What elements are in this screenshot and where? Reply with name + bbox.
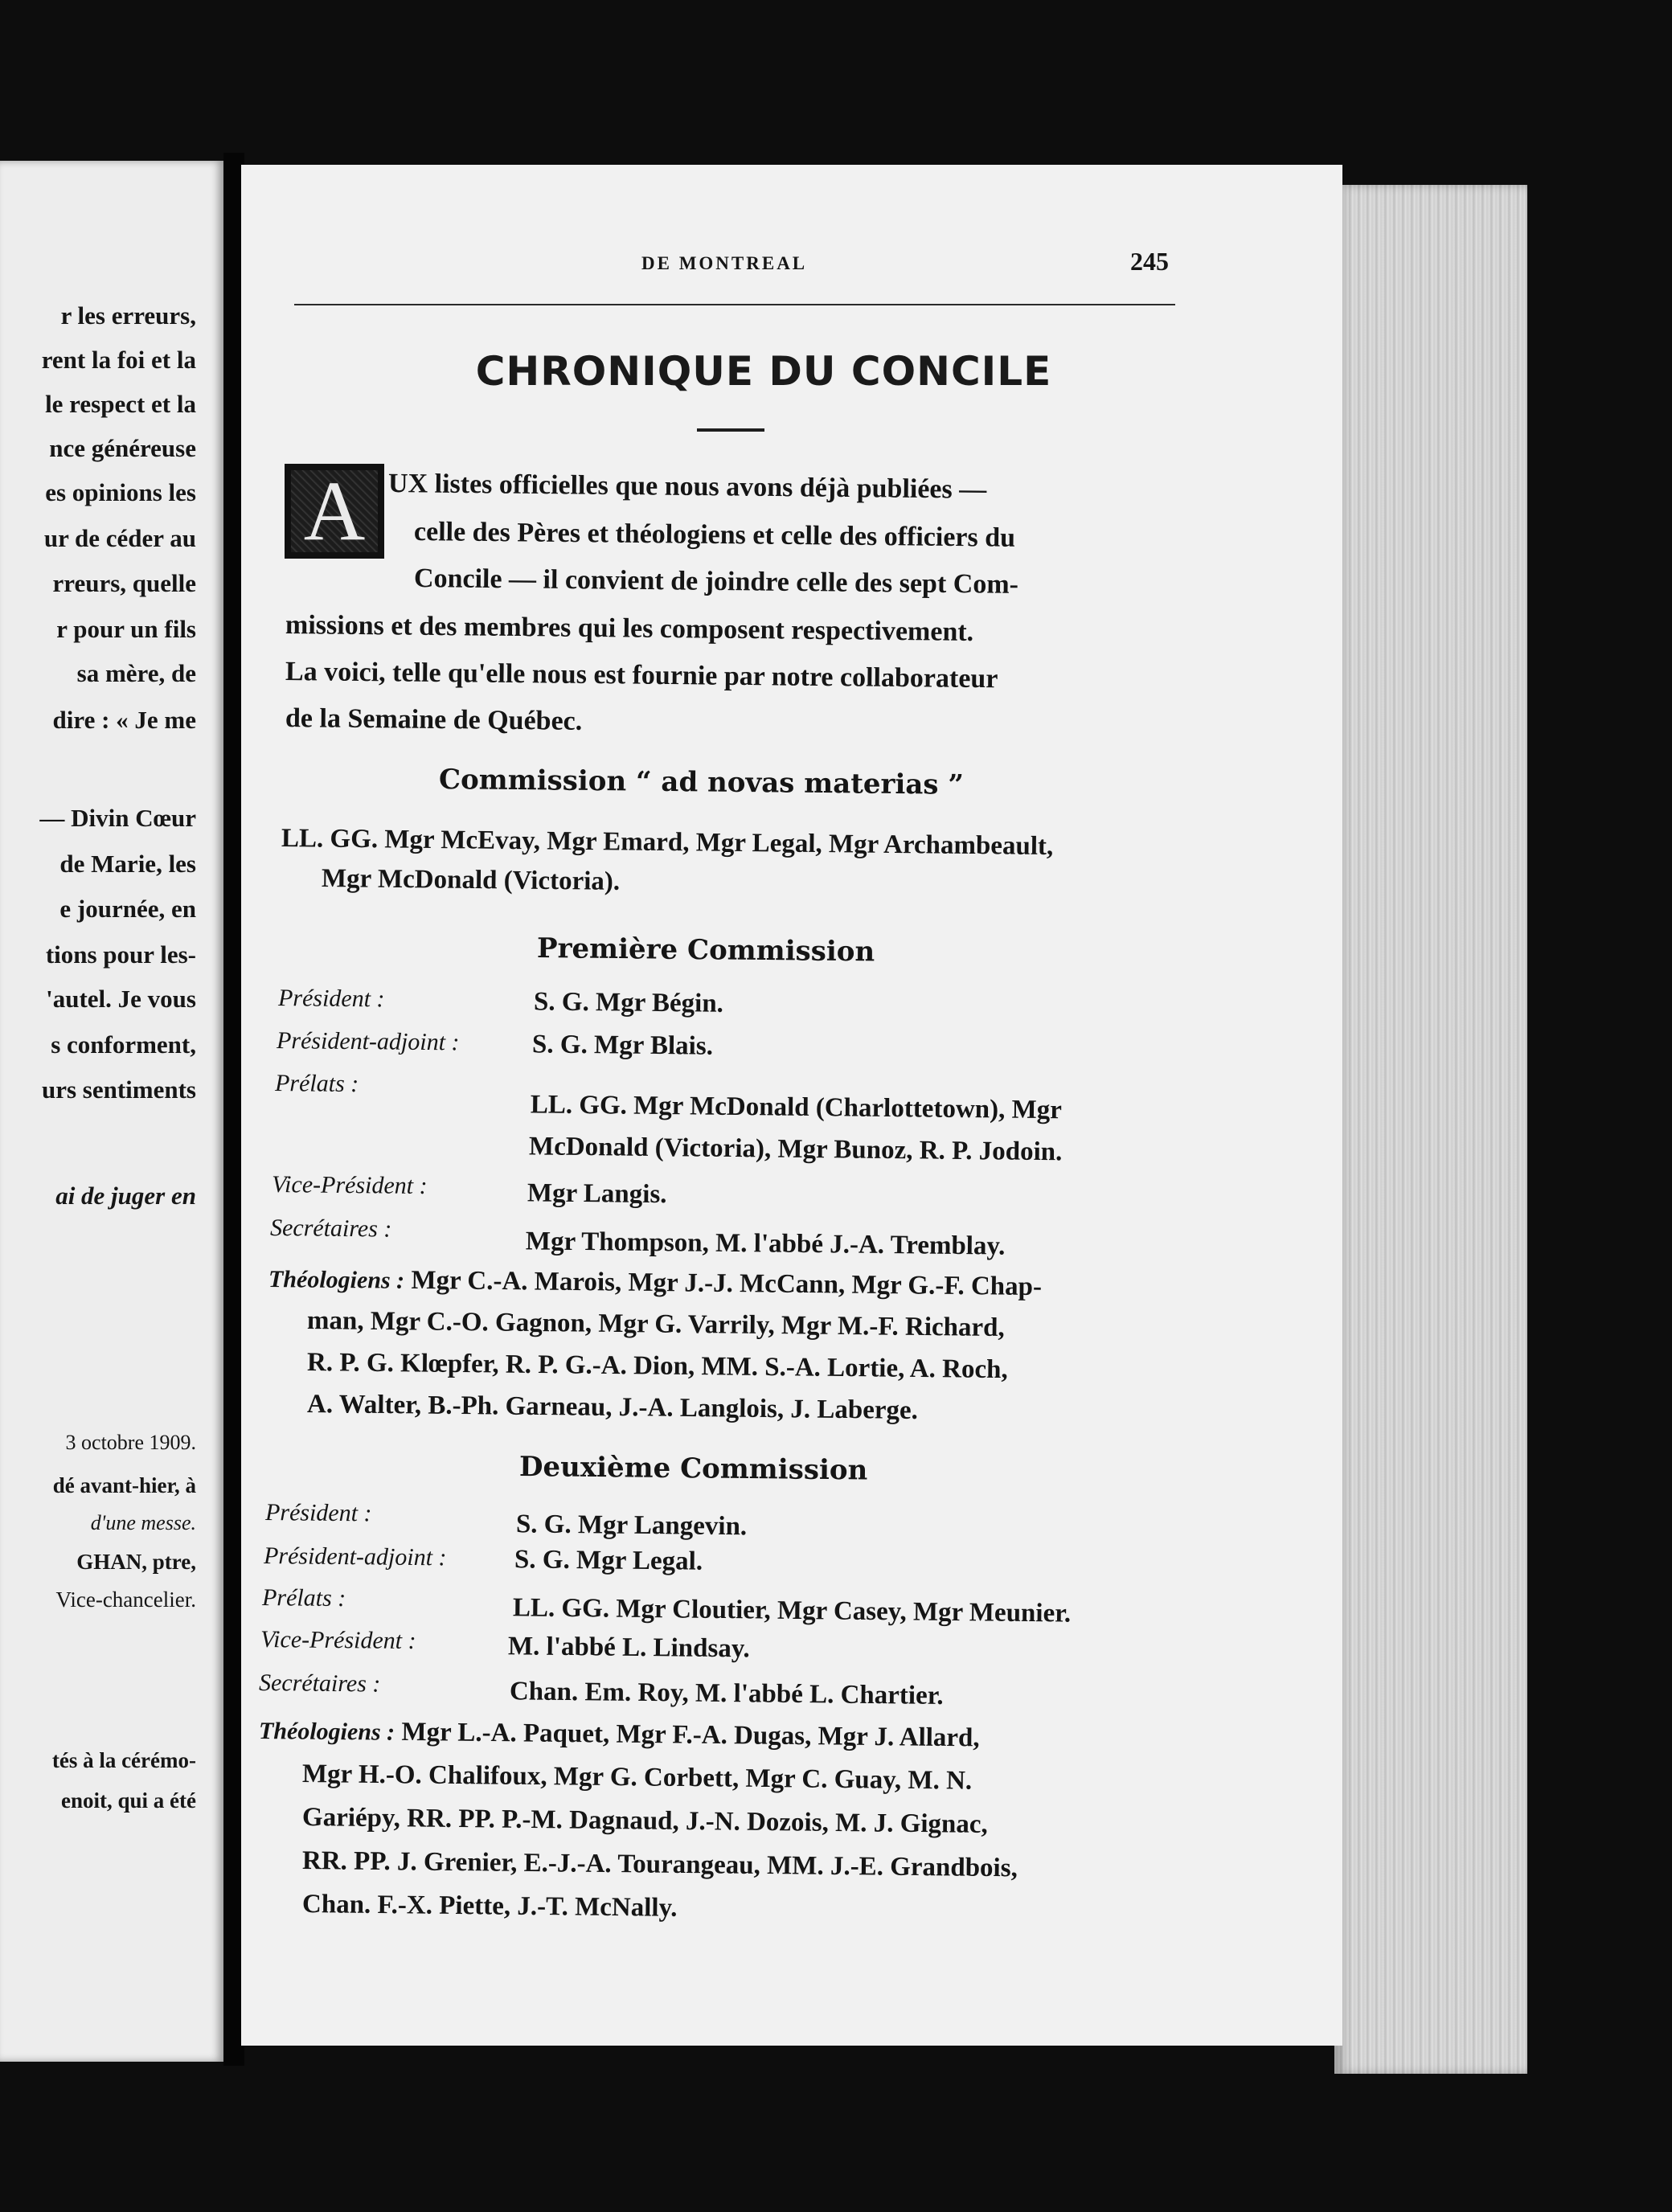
- left-page-line: d'une messe.: [90, 1511, 196, 1534]
- role-value: Mgr Langis.: [527, 1178, 667, 1210]
- intro-line: missions et des membres qui les composent respectivement.: [285, 610, 974, 647]
- role-value: Chan. Em. Roy, M. l'abbé L. Chartier.: [509, 1677, 944, 1710]
- deuxieme-prelats-row: [262, 1584, 1146, 1629]
- left-page-line: le respect et la: [45, 390, 196, 418]
- role-label: Secrétaires :: [269, 1215, 392, 1243]
- deuxieme-theologiens-line: Gariépy, RR. PP. P.-M. Dagnaud, J.-N. Dozois, M. J. Gignac,: [301, 1803, 988, 1839]
- left-page-line: sa mère, de: [76, 659, 196, 687]
- page-number: 245: [1130, 247, 1169, 276]
- premiere-prelats-cont: [273, 1129, 1174, 1174]
- role-value: Mgr L.-A. Paquet, Mgr F.-A. Dugas, Mgr J. Allard,: [401, 1717, 980, 1753]
- left-page-line: r pour un fils: [56, 615, 196, 643]
- commission-members-line: LL. GG. Mgr McEvay, Mgr Emard, Mgr Legal, Mgr Archambeault,: [281, 824, 1054, 862]
- left-page-line: tions pour les-: [45, 940, 196, 969]
- premiere-adjoint-row: [277, 1027, 1161, 1072]
- premiere-theologiens-line: R. P. G. Klœpfer, R. P. G.-A. Dion, MM. S.-A. Lortie, A. Roch,: [306, 1348, 1008, 1385]
- article-title: CHRONIQUE DU CONCILE: [475, 348, 1052, 395]
- commission-ad-novas-title: Commission “ ad novas materias ”: [438, 764, 965, 801]
- role-label: Secrétaires :: [258, 1669, 381, 1698]
- role-value: LL. GG. Mgr McDonald (Charlottetown), Mgr: [530, 1090, 1063, 1125]
- premiere-commission-title: Première Commission: [536, 932, 875, 969]
- intro-line: de la Semaine de Québec.: [285, 703, 583, 736]
- left-page-line: tés à la cérémo-: [51, 1748, 196, 1772]
- premiere-prelats-row: [274, 1070, 1175, 1125]
- left-page-line: enoit, qui a été: [61, 1788, 196, 1813]
- role-label: Président :: [264, 1499, 372, 1527]
- left-page-line: nce généreuse: [49, 434, 196, 462]
- role-value: Mgr C.-A. Marois, Mgr J.-J. McCann, Mgr G.-F. Chap-: [411, 1265, 1043, 1302]
- commission-members-line: Mgr McDonald (Victoria).: [321, 864, 621, 896]
- left-page-line: s conforment,: [51, 1030, 196, 1059]
- deuxieme-commission-title: Deuxième Commission: [518, 1451, 868, 1487]
- left-page-line: es opinions les: [45, 478, 196, 506]
- role-label: Président-adjoint :: [276, 1027, 460, 1056]
- role-label: Prélats :: [274, 1070, 359, 1098]
- left-page-line: dire : « Je me: [52, 706, 196, 734]
- left-page-line: r les erreurs,: [60, 301, 196, 330]
- deuxieme-theologiens-line: RR. PP. J. Grenier, E.-J.-A. Tourangeau, MM. J.-E. Grandbois,: [301, 1846, 1018, 1883]
- left-page-line: e journée, en: [59, 895, 196, 923]
- left-page-line: — Divin Cœur: [39, 804, 196, 832]
- intro-line: Concile — il convient de joindre celle des sept Com-: [413, 563, 1019, 600]
- intro-line: celle des Pères et théologiens et celle des officiers du: [413, 517, 1016, 553]
- role-value: S. G. Mgr Langevin.: [515, 1509, 748, 1542]
- left-page-line: rreurs, quelle: [52, 569, 196, 597]
- premiere-president-row: [278, 985, 1162, 1030]
- left-page-line: dé avant-hier, à: [52, 1473, 196, 1497]
- left-page-line: GHAN, ptre,: [76, 1550, 196, 1574]
- role-label: Vice-Président :: [260, 1626, 416, 1655]
- role-label: Théologiens :: [258, 1718, 395, 1746]
- role-label: Président-adjoint :: [263, 1542, 447, 1571]
- premiere-theologiens-line: A. Walter, B.-Ph. Garneau, J.-A. Langlois, J. Laberge.: [306, 1390, 919, 1425]
- deuxieme-vice-row: [260, 1626, 1145, 1671]
- role-value: S. G. Mgr Blais.: [531, 1030, 714, 1061]
- premiere-secretaires-row: [270, 1215, 1154, 1260]
- deuxieme-theologiens-row: [259, 1716, 980, 1753]
- page-header: [241, 247, 1342, 301]
- left-page-line: 'autel. Je vous: [46, 985, 196, 1013]
- role-value: S. G. Mgr Legal.: [514, 1545, 703, 1576]
- role-label: Président :: [277, 985, 385, 1013]
- role-label: Prélats :: [261, 1584, 346, 1612]
- role-value: S. G. Mgr Bégin.: [533, 987, 724, 1018]
- drop-cap-letter: A: [303, 464, 366, 558]
- left-page-line: rent la foi et la: [41, 346, 196, 374]
- role-value: M. l'abbé L. Lindsay.: [507, 1632, 750, 1664]
- role-label: Vice-Président :: [271, 1171, 428, 1200]
- intro-line: La voici, telle qu'elle nous est fournie par notre collaborateur: [285, 657, 998, 694]
- left-page-line: 3 octobre 1909.: [65, 1431, 196, 1454]
- left-page-line: ai de juger en: [55, 1182, 196, 1210]
- deuxieme-adjoint-row: [264, 1542, 1148, 1587]
- deuxieme-secretaires-row: [259, 1669, 1143, 1714]
- premiere-theologiens-line: man, Mgr C.-O. Gagnon, Mgr G. Varrily, Mgr M.-F. Richard,: [306, 1306, 1005, 1343]
- page-edges: [1334, 185, 1527, 2074]
- role-value: LL. GG. Mgr Cloutier, Mgr Casey, Mgr Meunier.: [512, 1593, 1072, 1628]
- header-rule: [294, 304, 1175, 305]
- role-value: Mgr Thompson, M. l'abbé J.-A. Tremblay.: [525, 1227, 1006, 1261]
- running-head: DE MONTREAL: [641, 253, 808, 273]
- title-rule: [697, 428, 764, 432]
- deuxieme-president-row: [265, 1499, 1150, 1544]
- left-facing-page: [0, 161, 223, 2062]
- intro-line: UX listes officielles que nous avons déjà publiées —: [387, 469, 987, 505]
- left-page-line: ur de céder au: [43, 524, 196, 552]
- deuxieme-theologiens-line: Chan. F.-X. Piette, J.-T. McNally.: [301, 1890, 678, 1923]
- premiere-vice-row: [272, 1171, 1156, 1216]
- role-value: McDonald (Victoria), Mgr Bunoz, R. P. Jodoin.: [528, 1132, 1063, 1167]
- drop-cap: [285, 464, 384, 559]
- left-page-line: de Marie, les: [59, 850, 196, 878]
- right-page: [241, 165, 1342, 2046]
- deuxieme-theologiens-line: Mgr H.-O. Chalifoux, Mgr G. Corbett, Mgr C. Guay, M. N.: [301, 1759, 973, 1796]
- premiere-theologiens-row: [268, 1264, 1042, 1302]
- left-page-line: Vice-chancelier.: [55, 1587, 196, 1612]
- left-page-line: urs sentiments: [41, 1075, 196, 1104]
- role-label: Théologiens :: [268, 1266, 405, 1294]
